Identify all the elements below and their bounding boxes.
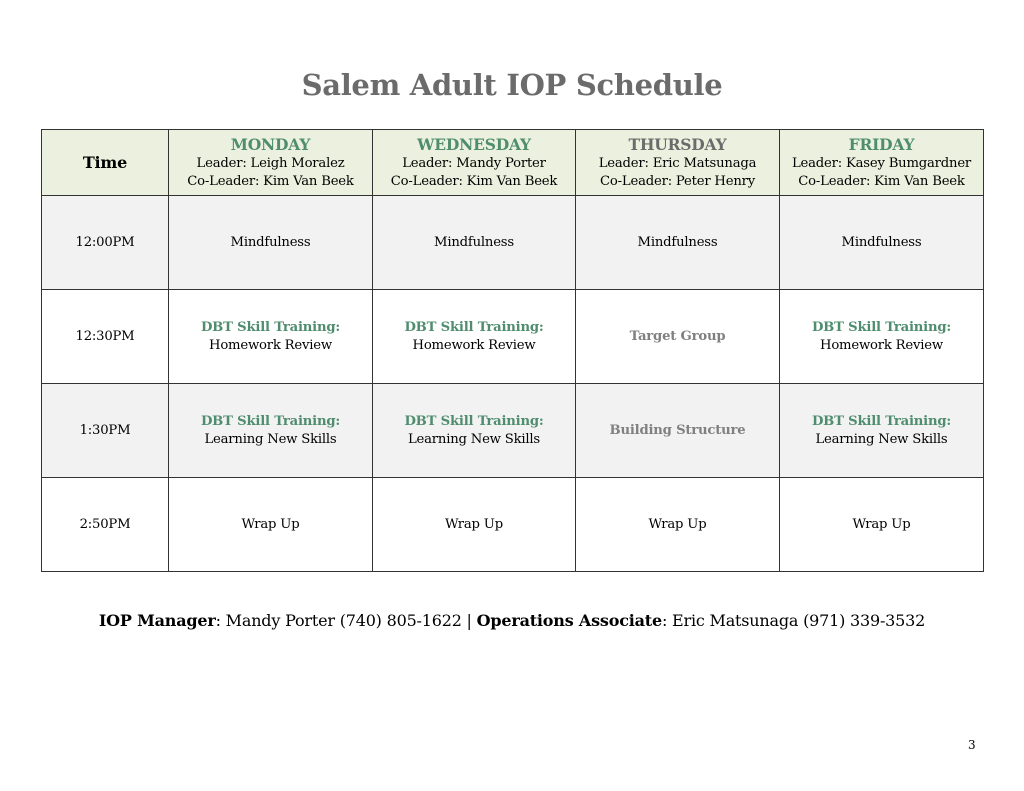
leader-label: Leader: Eric Matsunaga (598, 155, 757, 171)
day-header-friday (780, 130, 984, 196)
co-leader-label: Co-Leader: Kim Van Beek (390, 173, 558, 189)
activity-title: DBT Skill Training: (200, 413, 341, 429)
activity-text: Homework Review (820, 337, 943, 353)
activity-title: DBT Skill Training: (811, 413, 952, 429)
activity-cell: Wrap Up (169, 478, 373, 572)
time-cell: 1:30PM (42, 384, 169, 478)
table-row (42, 478, 984, 572)
activity-text: Homework Review (412, 337, 536, 353)
activity-text: Building Structure (609, 422, 746, 438)
activity-cell: Mindfulness (780, 196, 984, 290)
table-row (42, 384, 984, 478)
activity-cell (780, 384, 984, 478)
time-cell: 2:50PM (42, 478, 169, 572)
schedule-table (41, 129, 984, 572)
day-header-monday (169, 130, 373, 196)
activity-cell (780, 290, 984, 384)
activity-cell (373, 290, 576, 384)
day-name: WEDNESDAY (417, 134, 531, 154)
activity-cell: Wrap Up (780, 478, 984, 572)
day-header-wednesday (373, 130, 576, 196)
manager-contact: : Mandy Porter (740) 805-1622 | (215, 611, 477, 630)
activity-text: Homework Review (209, 337, 332, 353)
contact-footer (0, 611, 1024, 630)
page-number: 3 (968, 738, 976, 752)
table-row (42, 196, 984, 290)
activity-cell: Mindfulness (373, 196, 576, 290)
activity-title: DBT Skill Training: (200, 319, 341, 335)
day-name: MONDAY (230, 134, 311, 154)
time-cell: 12:00PM (42, 196, 169, 290)
leader-label: Leader: Kasey Bumgardner (791, 155, 972, 171)
activity-cell: Mindfulness (576, 196, 780, 290)
time-cell: 12:30PM (42, 290, 169, 384)
activity-text: Target Group (629, 328, 726, 344)
activity-text: Learning New Skills (815, 431, 948, 447)
co-leader-label: Co-Leader: Peter Henry (600, 173, 755, 189)
associate-label: Operations Associate (476, 611, 662, 630)
day-name: THURSDAY (628, 134, 727, 154)
activity-cell (169, 290, 373, 384)
activity-text: Learning New Skills (407, 431, 541, 447)
page-title: Salem Adult IOP Schedule (301, 68, 723, 102)
activity-cell (169, 384, 373, 478)
activity-cell: Wrap Up (576, 478, 780, 572)
co-leader-label: Co-Leader: Kim Van Beek (798, 173, 965, 189)
manager-label: IOP Manager (98, 611, 216, 630)
activity-cell (576, 384, 780, 478)
associate-contact: : Eric Matsunaga (971) 339-3532 (661, 611, 926, 630)
activity-cell: Mindfulness (169, 196, 373, 290)
day-header-thursday (576, 130, 780, 196)
co-leader-label: Co-Leader: Kim Van Beek (187, 173, 354, 189)
activity-cell (576, 290, 780, 384)
activity-title: DBT Skill Training: (404, 413, 544, 429)
table-header-row (42, 130, 984, 196)
activity-title: DBT Skill Training: (404, 319, 544, 335)
activity-title: DBT Skill Training: (811, 319, 952, 335)
activity-cell: Wrap Up (373, 478, 576, 572)
leader-label: Leader: Leigh Moralez (196, 155, 345, 171)
table-row (42, 290, 984, 384)
day-name: FRIDAY (848, 134, 915, 154)
time-column-header: Time (42, 130, 169, 196)
activity-text: Learning New Skills (204, 431, 337, 447)
activity-cell (373, 384, 576, 478)
leader-label: Leader: Mandy Porter (402, 155, 546, 171)
